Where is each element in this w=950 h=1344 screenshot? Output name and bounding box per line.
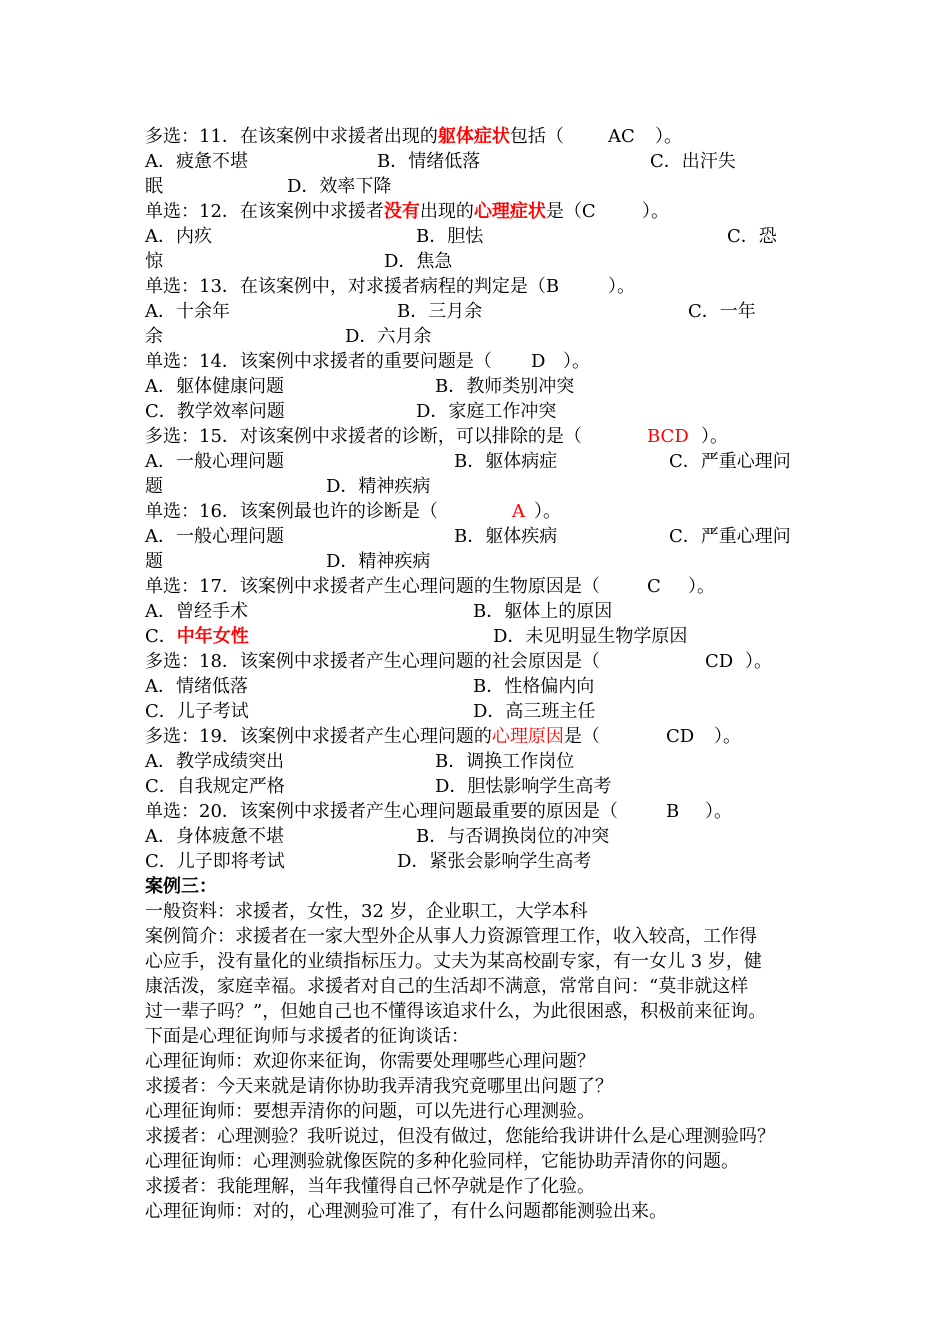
q13-option-d: D．六月余 (345, 326, 432, 347)
q15-stem: 多选：15．对该案例中求援者的诊断，可以排除的是（ (145, 426, 582, 447)
q12-mid: 出现的 (419, 201, 474, 222)
q15-answer: BCD (647, 426, 689, 447)
dialogue-line-7: 心理征询师：对的，心理测验可准了，有什么问题都能测验出来。 (145, 1201, 667, 1222)
q12-option-c: C．恐 (727, 226, 777, 247)
q17-option-c-highlight: 中年女性 (176, 626, 249, 647)
q16-option-d: D．精神疾病 (326, 551, 431, 572)
q17-option-d: D．未见明显生物学原因 (493, 626, 688, 647)
q12-option-d: D．焦急 (384, 251, 453, 272)
q19-option-b: B．调换工作岗位 (435, 751, 575, 772)
q20-option-d: D．紧张会影响学生高考 (397, 851, 592, 872)
q16-answer: A (512, 501, 525, 522)
q15-option-b: B．躯体病症 (454, 451, 558, 472)
q12-option-c-cont: 惊 (145, 251, 163, 272)
q19-prefix: 多选：19．该案例中求援者产生心理问题的 (145, 726, 492, 747)
q18-option-d: D．高三班主任 (473, 701, 596, 722)
dialogue-line-2: 求援者：今天来就是请你协助我弄清我究竟哪里出问题了？ (145, 1076, 613, 1097)
q17-option-b: B．躯体上的原因 (473, 601, 613, 622)
q11-option-c: C．出汗失 (650, 151, 736, 172)
q20-end: ）。 (705, 801, 732, 822)
dialogue-line-3: 心理征询师：要想弄清你的问题，可以先进行心理测验。 (145, 1101, 595, 1122)
q17-option-c-prefix: C． (145, 626, 177, 647)
q14-option-b: B．教师类别冲突 (435, 376, 575, 397)
q15-option-a: A．一般心理问题 (145, 451, 284, 472)
q11-highlight: 躯体症状 (437, 126, 510, 147)
q19-highlight: 心理原因 (491, 726, 564, 747)
q16-end: ）。 (534, 501, 561, 522)
q16-stem: 单选：16．该案例最也许的诊断是（ (145, 501, 438, 522)
q19-suffix: 是（ (563, 726, 600, 747)
dialogue-line-5: 心理征询师：心理测验就像医院的多种化验同样，它能协助弄清你的问题。 (145, 1151, 739, 1172)
q18-end: ）。 (745, 651, 772, 672)
q13-option-c: C．一年 (688, 301, 756, 322)
q20-option-b: B．与否调换岗位的冲突 (416, 826, 610, 847)
case3-intro-line-2: 心应手，没有量化的业绩指标压力。丈夫为某高校副专家，有一女儿 3 岁，健 (145, 951, 762, 972)
case3-dialogue-intro: 下面是心理征询师与求援者的征询谈话： (145, 1026, 469, 1047)
q20-option-c: C．儿子即将考试 (145, 851, 285, 872)
q16-option-c: C．严重心理问 (669, 526, 791, 547)
q12-end: ）。 (642, 201, 669, 222)
q20-answer: B (666, 801, 680, 822)
q20-option-a: A．身体疲惫不堪 (145, 826, 284, 847)
q16-option-c-cont: 题 (145, 551, 163, 572)
q12-highlight-2: 心理症状 (473, 201, 546, 222)
q12-highlight-1: 没有 (383, 201, 420, 222)
dialogue-line-4: 求援者：心理测验？我听说过，但没有做过，您能给我讲讲什么是心理测验吗？ (145, 1126, 775, 1147)
q17-answer: C (647, 576, 661, 597)
q14-stem: 单选：14．该案例中求援者的重要问题是（ (145, 351, 492, 372)
q18-option-b: B．性格偏内向 (473, 676, 595, 697)
q17-stem: 单选：17．该案例中求援者产生心理问题的生物原因是（ (145, 576, 600, 597)
q11-option-a: A．疲惫不堪 (145, 151, 248, 172)
q11-prefix: 多选：11．在该案例中求援者出现的 (145, 126, 438, 147)
q14-end: ）。 (563, 351, 590, 372)
q12-suffix: 是（C (545, 201, 596, 222)
q15-option-d: D．精神疾病 (326, 476, 431, 497)
q15-end: ）。 (701, 426, 728, 447)
q13-option-b: B．三月余 (397, 301, 483, 322)
q18-stem: 多选：18．该案例中求援者产生心理问题的社会原因是（ (145, 651, 600, 672)
q16-option-b: B．躯体疾病 (454, 526, 558, 547)
q14-option-c: C．教学效率问题 (145, 401, 285, 422)
q19-option-c: C．自我规定严格 (145, 776, 285, 797)
q14-answer: D (531, 351, 546, 372)
q13-stem: 单选：13．在该案例中，对求援者病程的判定是（B (145, 276, 560, 297)
q18-answer: CD (705, 651, 734, 672)
q17-option-a: A．曾经手术 (145, 601, 248, 622)
q12-option-b: B．胆怯 (416, 226, 484, 247)
q17-end: ）。 (688, 576, 715, 597)
case3-general-info: 一般资料：求援者，女性，32 岁，企业职工，大学本科 (145, 901, 588, 922)
q11-option-c-cont: 眠 (145, 176, 163, 197)
q12-option-a: A．内疚 (145, 226, 212, 247)
q14-option-a: A．躯体健康问题 (145, 376, 284, 397)
q13-end: ）。 (608, 276, 635, 297)
q11-answer: AC (608, 126, 635, 147)
q14-option-d: D．家庭工作冲突 (416, 401, 557, 422)
q13-option-c-cont: 余 (145, 326, 163, 347)
q20-stem: 单选：20．该案例中求援者产生心理问题最重要的原因是（ (145, 801, 618, 822)
case3-intro-line-1: 案例简介：求援者在一家大型外企从事人力资源管理工作，收入较高，工作得 (145, 926, 757, 947)
q19-option-a: A．教学成绩突出 (145, 751, 284, 772)
case3-intro-line-3: 康活泼，家庭幸福。求援者对自己的生活却不满意，常常自问：“莫非就这样 (145, 976, 749, 997)
q11-option-b: B．情绪低落 (377, 151, 481, 172)
q11-option-d: D．效率下降 (287, 176, 392, 197)
dialogue-line-6: 求援者：我能理解，当年我懂得自己怀孕就是作了化验。 (145, 1176, 595, 1197)
case3-intro-line-4: 过一辈子吗？”，但她自己也不懂得该追求什么，为此很困惑，积极前来征询。 (145, 1001, 767, 1022)
q19-option-d: D．胆怯影响学生高考 (435, 776, 612, 797)
q11-end: ）。 (655, 126, 682, 147)
q15-option-c-cont: 题 (145, 476, 163, 497)
q19-end: ）。 (714, 726, 741, 747)
case3-title: 案例三： (145, 876, 217, 897)
q18-option-c: C．儿子考试 (145, 701, 249, 722)
q13-option-a: A．十余年 (145, 301, 230, 322)
q19-answer: CD (666, 726, 695, 747)
q15-option-c: C．严重心理问 (669, 451, 791, 472)
q18-option-a: A．情绪低落 (145, 676, 248, 697)
q11-suffix: 包括（ (509, 126, 564, 147)
q16-option-a: A．一般心理问题 (145, 526, 284, 547)
dialogue-line-1: 心理征询师：欢迎你来征询，你需要处理哪些心理问题？ (145, 1051, 595, 1072)
q12-prefix: 单选：12．在该案例中求援者 (145, 201, 384, 222)
